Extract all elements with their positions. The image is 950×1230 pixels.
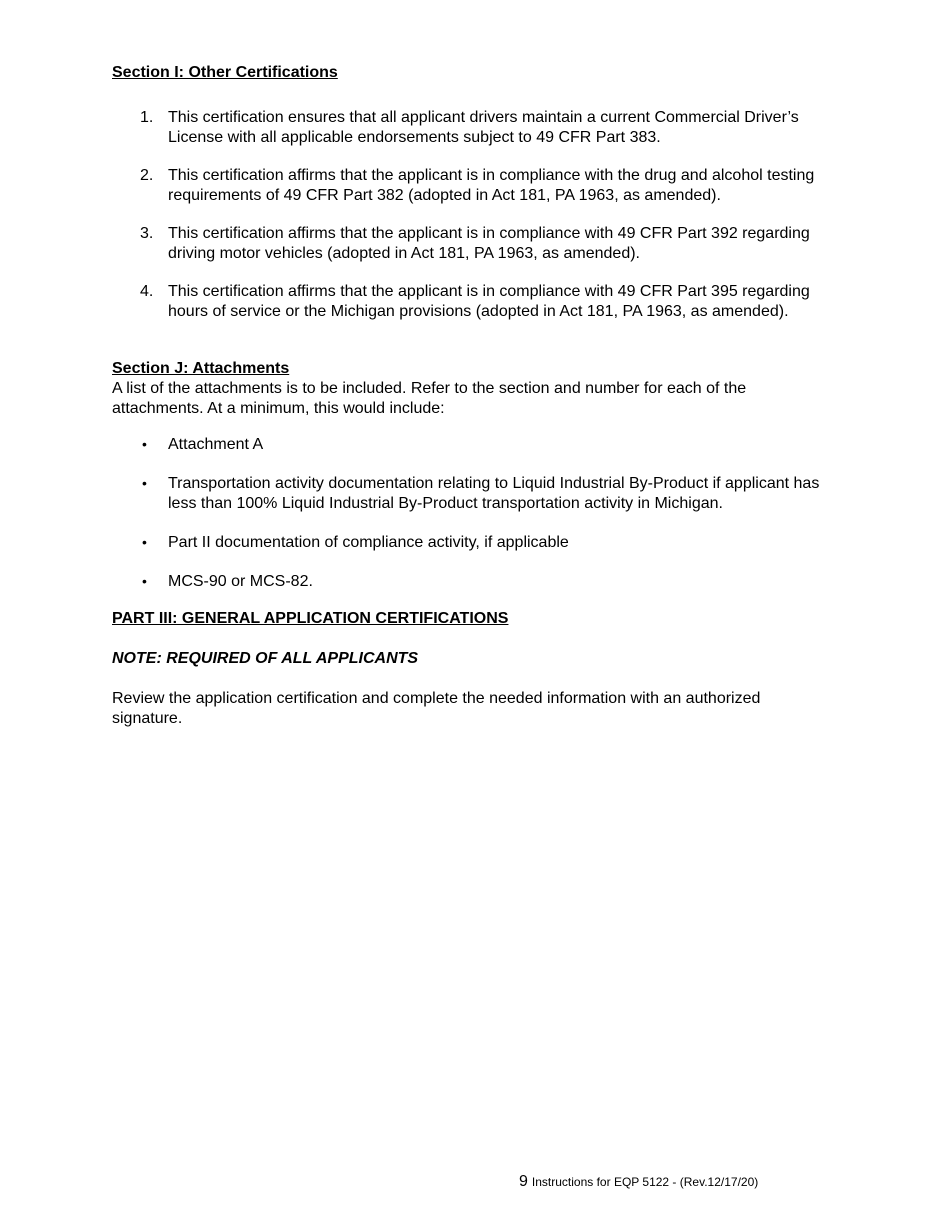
- attachment-item-1: [112, 435, 852, 455]
- item-text: MCS-90 or MCS-82.: [168, 573, 313, 590]
- item-text: Part II documentation of compliance activity, if applicable: [168, 534, 569, 551]
- item-text: This certification ensures that all applicant drivers maintain a current Commercial Driver’s License with all applicable endorsements subject to 49 CFR Part 383.: [168, 109, 799, 146]
- item-text: This certification affirms that the applicant is in compliance with 49 CFR Part 392 regarding driving motor vehicles (adopted in Act 181, PA 1963, as amended).: [168, 225, 810, 262]
- certification-item-1: [112, 108, 852, 148]
- section-j-intro: A list of the attachments is to be included. Refer to the section and number for each of the attachments. At a minimum, this would include:: [112, 380, 747, 417]
- footer-text: Instructions for EQP 5122 - (Rev.12/17/20): [531, 1175, 759, 1189]
- part-iii-body: Review the application certification and complete the needed information with an authorized signature.: [112, 690, 761, 727]
- bullet-icon: •: [142, 475, 147, 491]
- certification-item-2: [112, 166, 852, 206]
- item-number: 2.: [140, 167, 154, 184]
- attachment-item-3: [112, 533, 852, 553]
- item-number: 1.: [140, 109, 154, 126]
- bullet-icon: •: [142, 534, 147, 550]
- certification-item-4: [112, 282, 852, 342]
- section-j-heading: Section J: Attachments: [112, 360, 290, 377]
- item-text: Transportation activity documentation relating to Liquid Industrial By-Product if applicant has less than 100% Liquid Industrial By-Product transportation activity in Michigan.: [168, 475, 820, 512]
- item-text: This certification affirms that the applicant is in compliance with the drug and alcohol testing requirements of 49 CFR Part 382 (adopted in Act 181, PA 1963, as amended).: [168, 167, 815, 204]
- item-text: Attachment A: [168, 436, 264, 453]
- attachment-item-4: [112, 572, 852, 592]
- bullet-icon: •: [142, 573, 147, 589]
- certification-item-3: [112, 224, 852, 264]
- item-number: 4.: [140, 283, 154, 300]
- bullet-icon: •: [142, 436, 147, 452]
- page-footer: [519, 1172, 758, 1192]
- section-i-heading: Section I: Other Certifications: [112, 64, 338, 81]
- item-number: 3.: [140, 225, 154, 242]
- attachment-item-2: [112, 474, 852, 514]
- item-text: This certification affirms that the applicant is in compliance with 49 CFR Part 395 regarding hours of service or the Michigan provisions (adopted in Act 181, PA 1963, as amended).: [168, 283, 810, 320]
- required-note: NOTE: REQUIRED OF ALL APPLICANTS: [112, 650, 419, 667]
- part-iii-heading: PART III: GENERAL APPLICATION CERTIFICATIONS: [112, 610, 509, 627]
- page-number: 9: [519, 1173, 528, 1190]
